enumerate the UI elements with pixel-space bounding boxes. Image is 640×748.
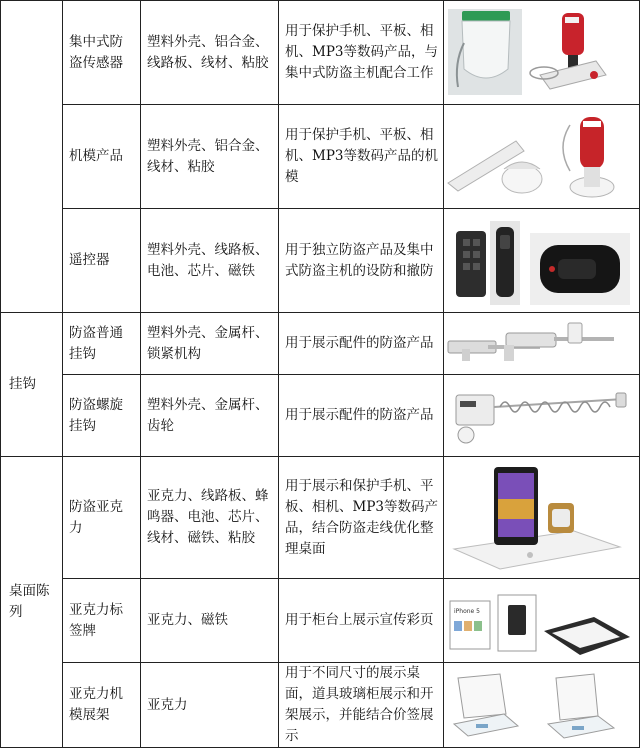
product-name-cell: 集中式防盗传感器 [63,1,141,105]
category-cell-top [1,1,63,313]
material-cell: 亚克力、磁铁 [141,579,279,663]
table-row [1,457,640,579]
usage-cell: 用于展示配件的防盗产品 [279,313,444,375]
spiral-hook-photo [444,377,634,455]
product-name-cell: 遥控器 [63,209,141,313]
standard-hook-photo [444,315,634,373]
usage-cell: 用于保护手机、平板、相机、MP3等数码产品，与集中式防盗主机配合工作 [279,1,444,105]
image-cell [444,1,640,105]
usage-cell: 用于展示配件的防盗产品 [279,375,444,457]
table-row [1,375,640,457]
product-name-cell: 防盗亚克力 [63,457,141,579]
material-cell: 亚克力、线路板、蜂鸣器、电池、芯片、线材、磁铁、粘胶 [141,457,279,579]
material-cell: 塑料外壳、铝合金、线材、粘胶 [141,105,279,209]
material-cell: 塑料外壳、线路板、电池、芯片、磁铁 [141,209,279,313]
image-cell [444,457,640,579]
dummy-model-photo [444,107,634,207]
image-cell [444,105,640,209]
image-cell [444,663,640,748]
usage-cell: 用于不同尺寸的展示桌面，道具玻璃柜展示和开架展示，并能结合价签展示 [279,663,444,748]
image-cell [444,579,640,663]
table-row [1,313,640,375]
product-name-cell: 防盗普通挂钩 [63,313,141,375]
table-row [1,579,640,663]
product-name-cell: 亚克力标签牌 [63,579,141,663]
material-cell: 亚克力 [141,663,279,748]
usage-cell: 用于展示和保护手机、平板、相机、MP3等数码产品，结合防盗走线优化整理桌面 [279,457,444,579]
image-cell [444,375,640,457]
table-row [1,663,640,748]
centralized-sensor-photo [444,3,634,103]
sign-card-text: iPhone 5 [454,607,480,615]
image-cell [444,313,640,375]
remote-control-photo [444,211,634,311]
product-name-cell: 亚克力机模展架 [63,663,141,748]
acrylic-sign-photo [444,581,634,661]
acrylic-stand-photo [444,459,634,577]
table-row [1,1,640,105]
table-row [1,105,640,209]
image-cell [444,209,640,313]
product-name-cell: 机模产品 [63,105,141,209]
category-cell-hook: 挂钩 [1,313,63,457]
acrylic-display-rack-photo [444,666,634,744]
product-name-cell: 防盗螺旋挂钩 [63,375,141,457]
usage-cell: 用于独立防盗产品及集中式防盗主机的设防和撤防 [279,209,444,313]
category-cell-desktop: 桌面陈列 [1,457,63,748]
usage-cell: 用于柜台上展示宣传彩页 [279,579,444,663]
material-cell: 塑料外壳、金属杆、锁紧机构 [141,313,279,375]
table-row [1,209,640,313]
usage-cell: 用于保护手机、平板、相机、MP3等数码产品的机模 [279,105,444,209]
material-cell: 塑料外壳、铝合金、线路板、线材、粘胶 [141,1,279,105]
material-cell: 塑料外壳、金属杆、齿轮 [141,375,279,457]
